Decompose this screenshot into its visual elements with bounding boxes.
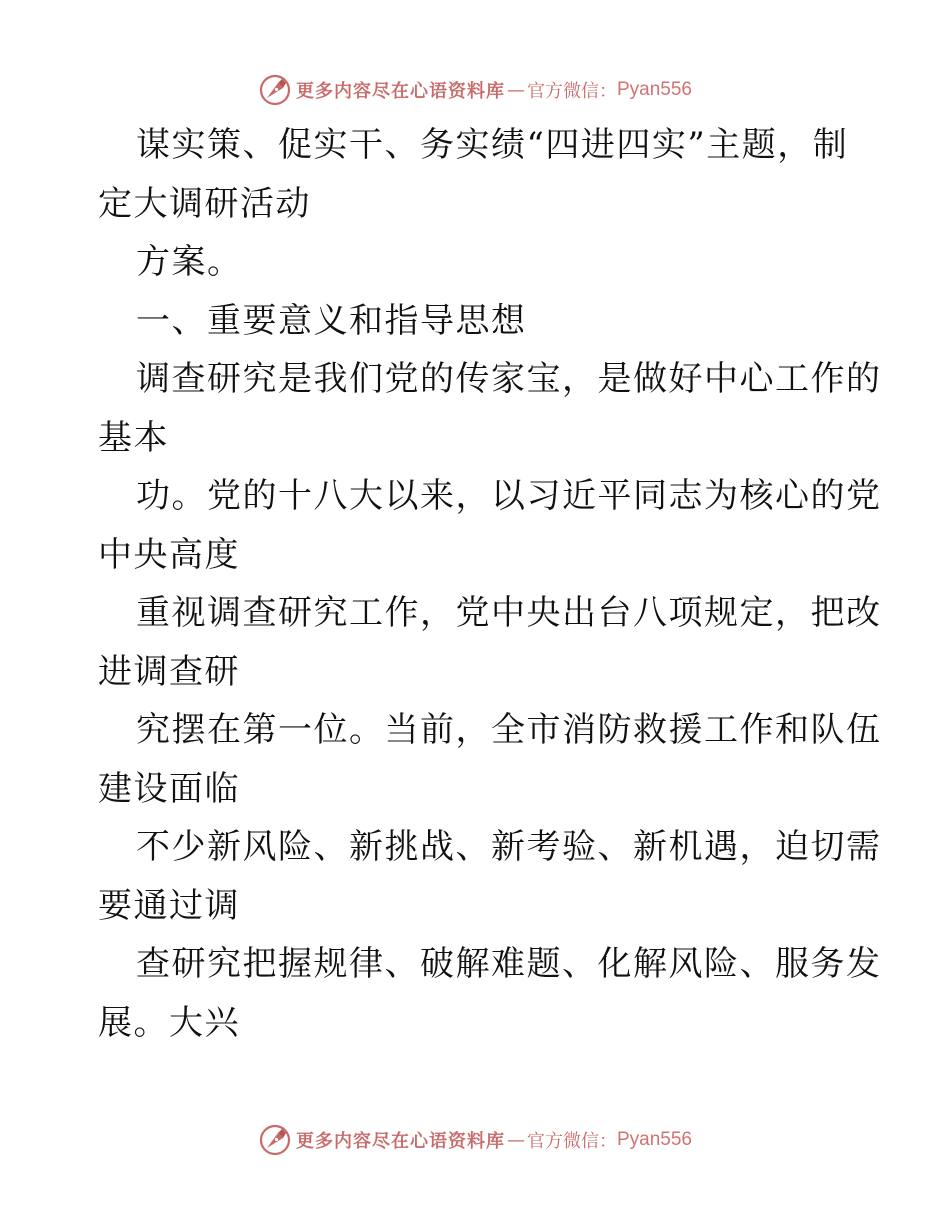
text-line: 方案。 (136, 242, 243, 282)
watermark-dash: — (506, 1129, 525, 1151)
text-line: 要通过调 (98, 885, 240, 926)
text-line: 建设面临 (98, 768, 240, 809)
text-line: 谋实策、促实干、务实绩“四进四实”主题，制 (136, 125, 849, 165)
footer-watermark (0, 1120, 950, 1160)
header-watermark (0, 70, 950, 110)
text-line: 究摆在第一位。当前，全市消防救援工作和队伍 (136, 710, 882, 750)
watermark-slogan: 更多内容尽在心语资料库 (295, 1131, 505, 1152)
text-line: 展。大兴 (98, 1002, 240, 1043)
watermark-handle: Pyan556 (616, 1129, 692, 1150)
text-line: 进调查研 (98, 651, 240, 692)
text-line: 重视调查研究工作，党中央出台八项规定，把改 (136, 593, 882, 633)
text-line: 中央高度 (98, 534, 240, 575)
text-line: 功。党的十八大以来，以习近平同志为核心的党 (136, 476, 882, 516)
text-line: 调查研究是我们党的传家宝，是做好中心工作的 (136, 359, 882, 399)
text-line: 不少新风险、新挑战、新考验、新机遇，迫切需 (136, 827, 882, 867)
pen-nib-logo-icon (258, 73, 292, 107)
text-line: 查研究把握规律、破解难题、化解风险、服务发 (136, 944, 882, 984)
text-line: 定大调研活动 (98, 183, 311, 224)
watermark-contact-label: 官方微信： (526, 81, 617, 102)
document-body (98, 116, 882, 1052)
pen-nib-logo-icon (258, 1123, 292, 1157)
watermark-slogan: 更多内容尽在心语资料库 (295, 81, 505, 102)
text-line: 基本 (98, 417, 169, 458)
watermark-contact-label: 官方微信： (526, 1131, 617, 1152)
section-heading: 一、重要意义和指导思想 (136, 300, 527, 341)
watermark-dash: — (506, 79, 525, 101)
watermark-handle: Pyan556 (616, 79, 692, 100)
